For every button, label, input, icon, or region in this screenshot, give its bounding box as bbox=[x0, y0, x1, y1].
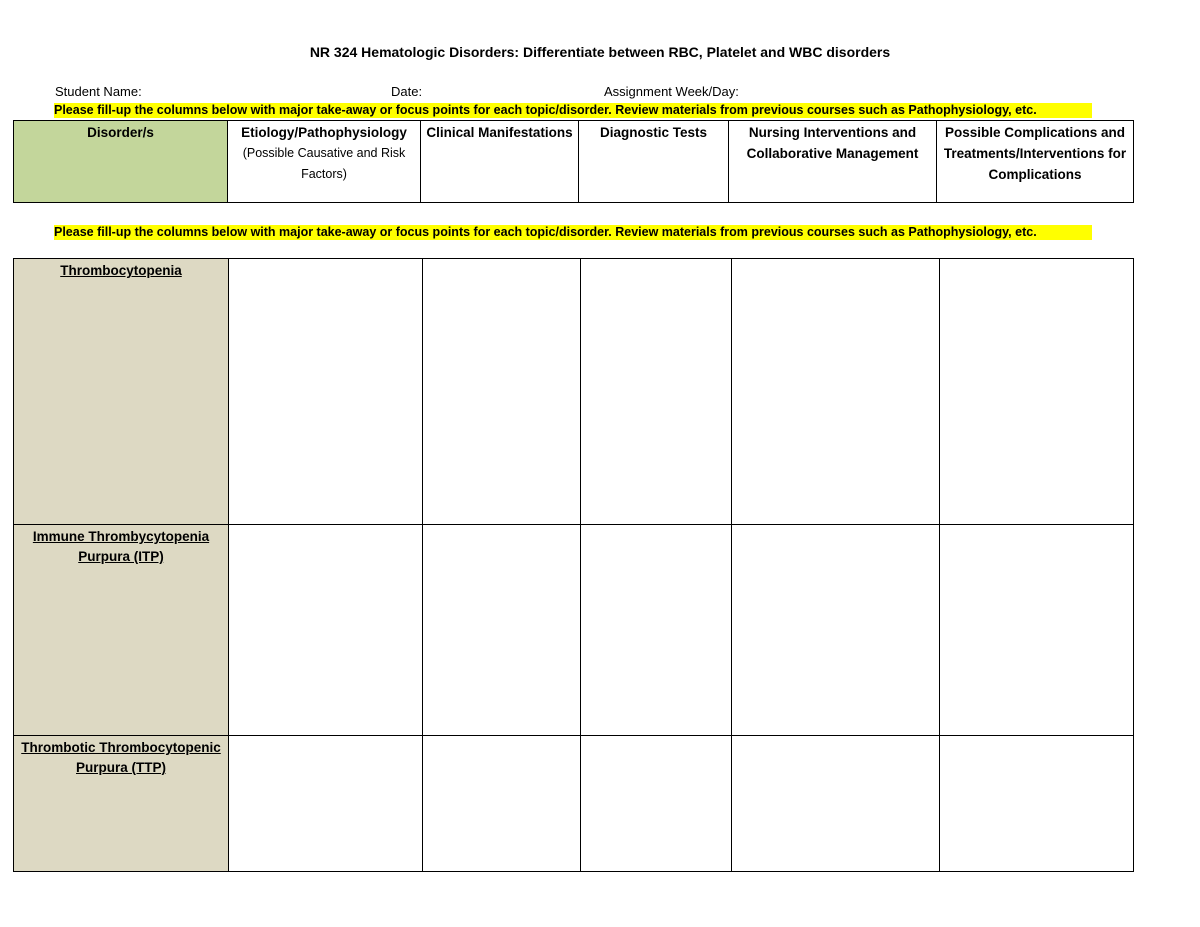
nursing-cell[interactable] bbox=[732, 259, 940, 525]
nursing-cell[interactable] bbox=[732, 736, 940, 872]
instruction-banner-top: Please fill-up the columns below with major take-away or focus points for each topic/disorder. Review materials from previous courses such as Pathophysiology, etc. bbox=[54, 103, 1092, 118]
clinical-cell[interactable] bbox=[423, 736, 581, 872]
clinical-cell[interactable] bbox=[423, 259, 581, 525]
instruction-banner-bottom: Please fill-up the columns below with major take-away or focus points for each topic/disorder. Review materials from previous courses such as Pathophysiology, etc. bbox=[54, 225, 1092, 240]
header-diagnostic: Diagnostic Tests bbox=[579, 121, 729, 203]
disorders-table bbox=[13, 258, 1134, 872]
header-disorders: Disorder/s bbox=[14, 121, 228, 203]
header-table bbox=[13, 120, 1134, 203]
date-label: Date: bbox=[391, 84, 423, 99]
disorder-cell: Thrombocytopenia bbox=[14, 259, 229, 525]
etiology-cell[interactable] bbox=[229, 259, 423, 525]
diagnostic-cell[interactable] bbox=[581, 259, 732, 525]
page-title: NR 324 Hematologic Disorders: Differentiate between RBC, Platelet and WBC disorders bbox=[309, 44, 891, 60]
header-etiology bbox=[228, 121, 421, 203]
clinical-cell[interactable] bbox=[423, 525, 581, 736]
complications-cell[interactable] bbox=[940, 736, 1134, 872]
nursing-cell[interactable] bbox=[732, 525, 940, 736]
header-clinical: Clinical Manifestations bbox=[421, 121, 579, 203]
header-nursing: Nursing Interventions and Collaborative Management bbox=[729, 121, 937, 203]
etiology-cell[interactable] bbox=[229, 525, 423, 736]
diagnostic-cell[interactable] bbox=[581, 736, 732, 872]
table-row bbox=[14, 259, 1134, 525]
complications-cell[interactable] bbox=[940, 525, 1134, 736]
disorder-cell: Immune Thrombycytopenia Purpura (ITP) bbox=[14, 525, 229, 736]
table-row bbox=[14, 525, 1134, 736]
complications-cell[interactable] bbox=[940, 259, 1134, 525]
diagnostic-cell[interactable] bbox=[581, 525, 732, 736]
student-name-label: Student Name: bbox=[55, 84, 142, 99]
header-etiology-sub: (Possible Causative and Risk Factors) bbox=[242, 146, 406, 181]
assignment-label: Assignment Week/Day: bbox=[604, 84, 739, 99]
header-complications: Possible Complications and Treatments/Interventions for Complications bbox=[937, 121, 1134, 203]
header-etiology-label: Etiology/Pathophysiology bbox=[241, 125, 407, 140]
etiology-cell[interactable] bbox=[229, 736, 423, 872]
table-row bbox=[14, 736, 1134, 872]
disorder-cell: Thrombotic Thrombocytopenic Purpura (TTP) bbox=[14, 736, 229, 872]
